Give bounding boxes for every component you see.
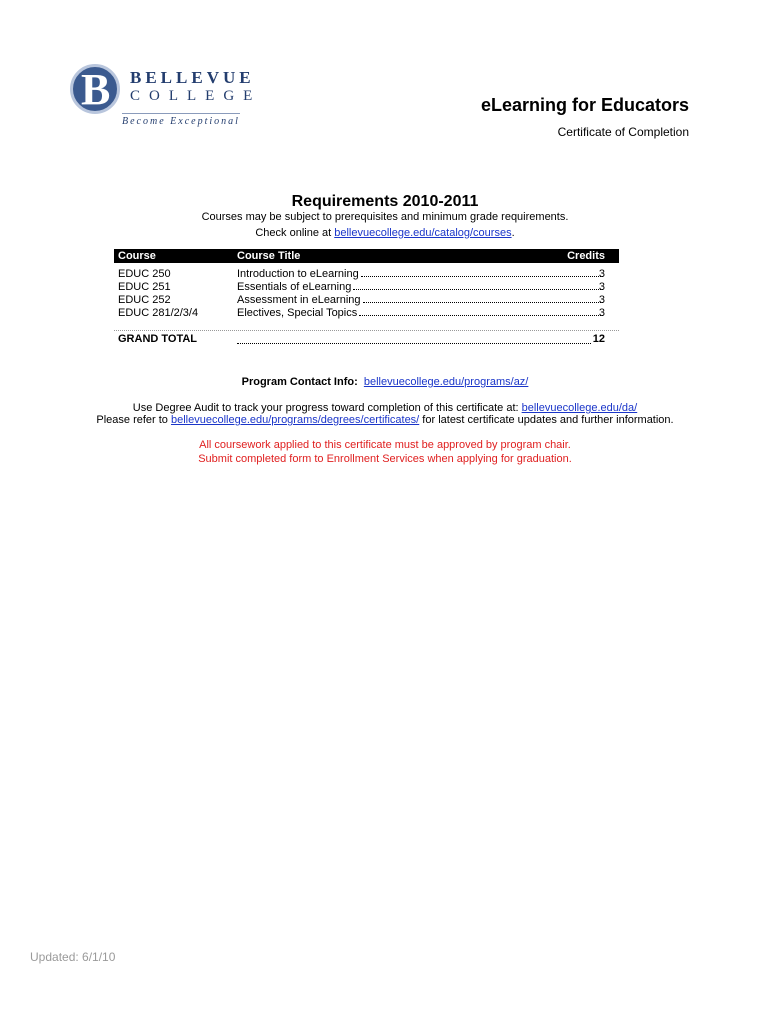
approval-warning: All coursework applied to this certificate must be approved by program chair. — [199, 439, 571, 451]
table-header — [114, 249, 619, 263]
logo-word-college: COLLEGE — [130, 88, 262, 104]
logo-tagline: Become Exceptional — [122, 113, 240, 127]
course-code: EDUC 252 — [118, 294, 171, 306]
logo-word-bellevue: BELLEVUE — [130, 68, 255, 87]
catalog-prefix: Check online at — [255, 227, 335, 239]
header-credits: Credits — [567, 250, 605, 262]
course-title: Assessment in eLearning — [237, 294, 361, 306]
dot-leader — [353, 281, 603, 290]
degree-audit-line — [0, 402, 770, 414]
course-code: EDUC 281/2/3/4 — [118, 307, 199, 319]
header-course: Course — [118, 250, 156, 262]
catalog-link[interactable]: bellevuecollege.edu/catalog/courses — [334, 227, 512, 239]
logo-letter: B — [81, 65, 111, 114]
table-row — [114, 268, 619, 281]
dot-leader — [363, 294, 603, 303]
contact-label: Program Contact Info: — [241, 376, 358, 388]
certificates-prefix: Please refer to — [96, 414, 171, 426]
course-title-cell — [237, 307, 605, 319]
program-contact-line — [0, 376, 770, 388]
bellevue-college-logo — [70, 64, 270, 130]
logo-emblem — [70, 64, 120, 114]
dot-leader — [359, 307, 603, 316]
course-table — [114, 249, 619, 345]
contact-link[interactable]: bellevuecollege.edu/programs/az/ — [363, 376, 529, 388]
table-row — [114, 294, 619, 307]
course-rows — [114, 268, 619, 320]
course-code: EDUC 251 — [118, 281, 171, 293]
table-row — [114, 281, 619, 294]
course-credits: 3 — [598, 268, 605, 280]
degree-audit-link[interactable]: bellevuecollege.edu/da/ — [521, 402, 638, 414]
audit-prefix: Use Degree Audit to track your progress toward completion of this certificate at: — [132, 402, 522, 414]
dot-leader — [237, 333, 591, 344]
catalog-suffix: . — [511, 227, 515, 239]
course-credits: 3 — [598, 294, 605, 306]
page-subtitle: Certificate of Completion — [557, 125, 689, 139]
updated-date: Updated: 6/1/10 — [30, 950, 116, 964]
course-credits: 3 — [598, 307, 605, 319]
table-row — [114, 307, 619, 320]
grand-total-value: 12 — [592, 333, 605, 345]
course-title-cell — [237, 268, 605, 280]
dot-leader — [361, 268, 603, 277]
certificates-link[interactable]: bellevuecollege.edu/programs/degrees/certificates/ — [170, 414, 420, 426]
course-title: Introduction to eLearning — [237, 268, 359, 280]
requirements-catalog-line — [0, 227, 770, 239]
table-divider — [114, 330, 619, 331]
requirements-title: Requirements 2010-2011 — [291, 193, 479, 210]
certificates-suffix: for latest certificate updates and further information. — [419, 414, 674, 426]
course-title-cell — [237, 294, 605, 306]
grand-total-label: GRAND TOTAL — [118, 333, 198, 345]
course-title: Essentials of eLearning — [237, 281, 352, 293]
course-code: EDUC 250 — [118, 268, 171, 280]
course-credits: 3 — [598, 281, 605, 293]
requirements-note: Courses may be subject to prerequisites and minimum grade requirements. — [201, 211, 569, 223]
course-title: Electives, Special Topics — [237, 307, 358, 319]
page-title: eLearning for Educators — [480, 95, 689, 115]
header-course-title: Course Title — [237, 250, 301, 262]
certificates-line — [0, 414, 770, 426]
grand-total-row — [114, 333, 619, 347]
course-title-cell — [237, 281, 605, 293]
submission-warning: Submit completed form to Enrollment Services when applying for graduation. — [198, 453, 572, 465]
